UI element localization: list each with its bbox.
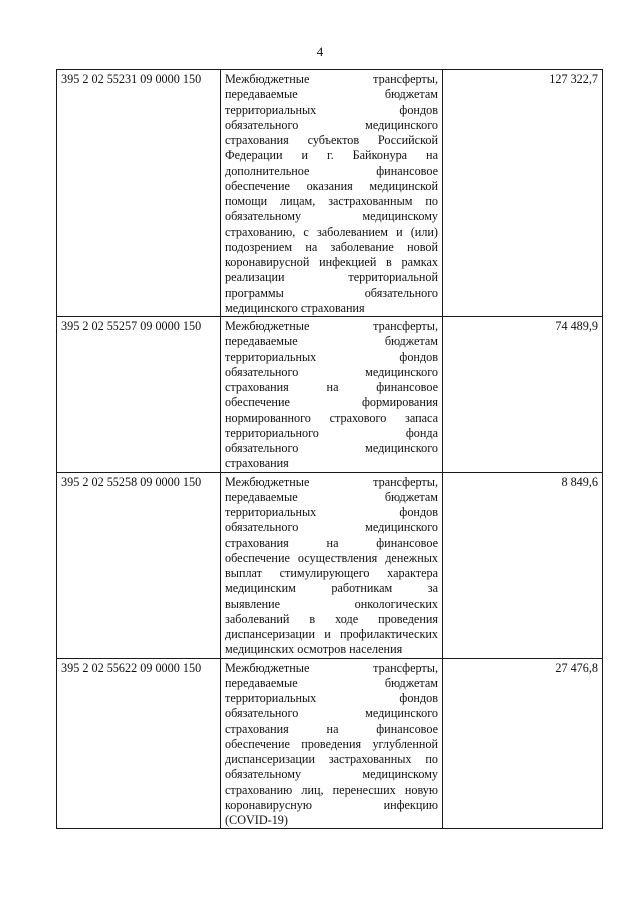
description-line: страхования — [225, 456, 289, 471]
budget-table-body — [57, 70, 603, 829]
description-line: обязательного медицинского — [225, 364, 438, 379]
budget-code: 395 2 02 55622 09 0000 150 — [57, 658, 221, 829]
table-row — [57, 317, 603, 473]
description-line: обязательному медицинскому — [225, 209, 438, 224]
description-line: территориального фонда — [225, 425, 438, 440]
description-line: страхования на финансовое — [225, 535, 438, 550]
description-line: Межбюджетные трансферты, — [225, 72, 438, 86]
amount: 27 476,8 — [443, 658, 603, 829]
description-line: медицинских осмотров населения — [225, 642, 403, 657]
description-line: территориальных фондов — [225, 349, 438, 364]
description-line: обязательного медицинского — [225, 706, 438, 721]
description-line: подозрением на заболевание новой — [225, 239, 438, 254]
description-line: диспансеризации и профилактических — [225, 627, 438, 641]
description-line: передаваемые бюджетам — [225, 489, 438, 504]
description-line: выплат стимулирующего характера — [225, 566, 438, 580]
description-line: Межбюджетные трансферты, — [225, 660, 438, 675]
description-line: реализации территориальной — [225, 270, 438, 285]
budget-code: 395 2 02 55257 09 0000 150 — [57, 317, 221, 473]
description-line: передаваемые бюджетам — [225, 334, 438, 349]
description-line: страхования на финансовое — [225, 380, 438, 394]
budget-code: 395 2 02 55258 09 0000 150 — [57, 472, 221, 658]
description-line: обеспечение оказания медицинской — [225, 178, 438, 193]
budget-code: 395 2 02 55231 09 0000 150 — [57, 70, 221, 317]
description-line: передаваемые бюджетам — [225, 675, 438, 690]
description-line: обязательного медицинского — [225, 520, 438, 535]
description-line: выявление онкологических — [225, 596, 438, 611]
description-line: нормированного страхового запаса — [225, 410, 438, 425]
description-line: обеспечение проведения углубленной — [225, 736, 438, 751]
table-row — [57, 70, 603, 317]
description-line: Межбюджетные трансферты, — [225, 474, 438, 489]
amount: 127 322,7 — [443, 70, 603, 317]
amount: 8 849,6 — [443, 472, 603, 658]
description-line: медицинским работникам за — [225, 581, 438, 596]
transfer-description — [221, 317, 443, 473]
description-line: Межбюджетные трансферты, — [225, 319, 438, 333]
description-line: диспансеризации застрахованных по — [225, 752, 438, 766]
transfer-description — [221, 658, 443, 829]
page-number: 4 — [316, 44, 324, 59]
description-line: программы обязательного — [225, 285, 438, 300]
description-line: обязательного медицинского — [225, 441, 438, 455]
description-line: помощи лицам, застрахованным по — [225, 194, 438, 208]
transfer-description — [221, 70, 443, 317]
description-line: коронавирусную инфекцию — [225, 797, 438, 812]
description-line: медицинского страхования — [225, 300, 365, 315]
description-line: страхования субъектов Российской — [225, 133, 438, 147]
budget-table — [56, 69, 603, 829]
description-line: обязательного медицинского — [225, 117, 438, 132]
description-line: страхования на финансовое — [225, 721, 438, 736]
description-line: обеспечение осуществления денежных — [225, 550, 438, 565]
description-line: заболеваний в ходе проведения — [225, 611, 438, 626]
description-line: Федерации и г. Байконура на — [225, 148, 438, 163]
transfer-description — [221, 472, 443, 658]
table-row — [57, 658, 603, 829]
description-line: территориальных фондов — [225, 505, 438, 519]
description-line: передаваемые бюджетам — [225, 87, 438, 102]
description-line: дополнительное финансовое — [225, 163, 438, 178]
description-line: коронавирусной инфекцией в рамках — [225, 255, 438, 269]
description-line: территориальных фондов — [225, 102, 438, 117]
description-line: обязательному медицинскому — [225, 767, 438, 782]
table-row — [57, 472, 603, 658]
description-line: страхованию, с заболеванием и (или) — [225, 224, 438, 239]
amount: 74 489,9 — [443, 317, 603, 473]
description-line: территориальных фондов — [225, 691, 438, 705]
description-line: обеспечение формирования — [225, 395, 438, 410]
description-line: страхованию лиц, перенесших новую — [225, 782, 438, 797]
description-line: (COVID-19) — [225, 813, 288, 827]
